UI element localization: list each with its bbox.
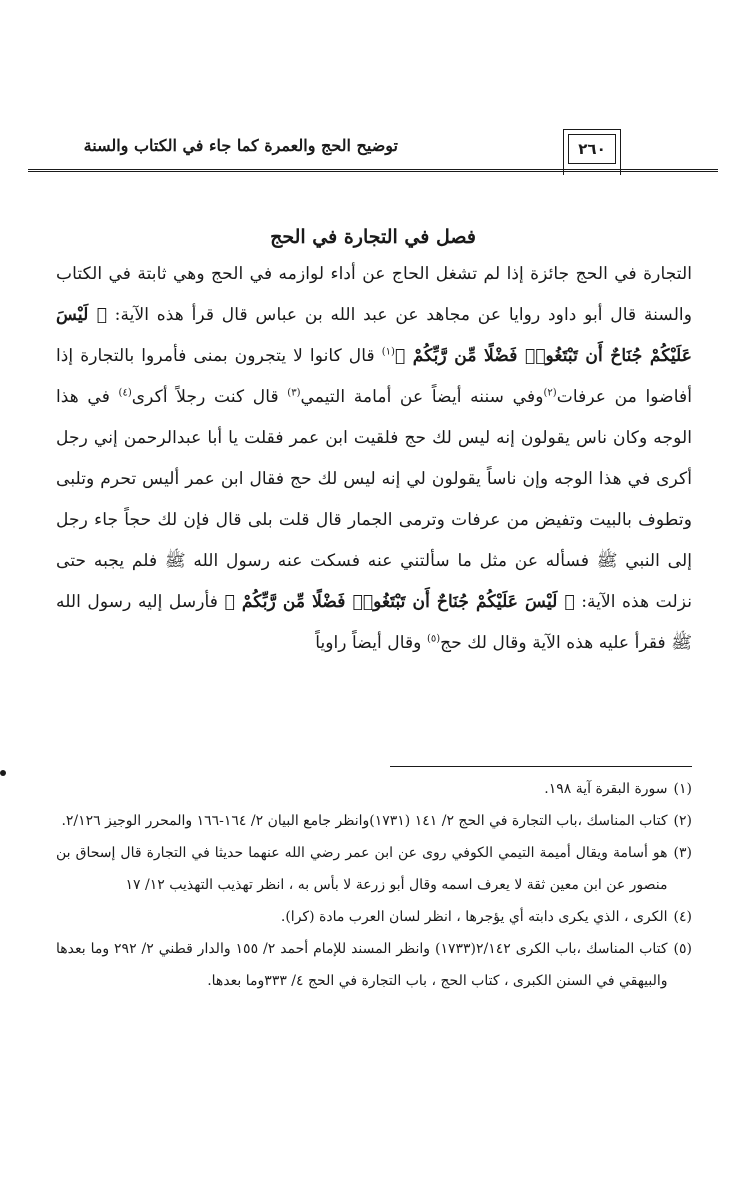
- header-rule: [28, 169, 718, 172]
- footnote: [56, 837, 692, 901]
- quran-verse: ﴿ لَيْسَ عَلَيْكُمْ جُنَاحٌ أَن تَبْتَغُوا۟ فَضْلًا مِّن رَّبِّكُمْ ﴾: [224, 592, 575, 612]
- footnote-text: كتاب المناسك ،باب الكرى ٢/١٤٢(١٧٣٣) وانظر المسند للإمام أحمد ٢/ ١٥٥ والدار قطني ٢/ ٢٩٢ وما بعدها والبيهقي في السنن الكبرى ، كتاب الحج ، باب التجارة في الحج ٤/ ٣٣٣وما بعدها.: [56, 941, 668, 989]
- footnote-text: كتاب المناسك ،باب التجارة في الحج ٢/ ١٤١ (١٧٣١)وانظر جامع البيان ٢/ ١٦٤-١٦٦ والمحرر الوجيز ٢/١٢٦.: [61, 813, 668, 829]
- body-text: [56, 254, 692, 664]
- footnote: [56, 933, 692, 997]
- footnote-rule: [390, 766, 692, 767]
- footnote: [56, 901, 692, 933]
- footnote-text: الكرى ، الذي يكرى دابته أي يؤجرها ، انظر لسان العرب مادة (كرا).: [280, 909, 668, 925]
- body-text-run: فأرسل إليه رسول الله ﷺ فقرأ عليه هذه الآية وقال لك حج: [56, 592, 692, 653]
- running-header: [28, 128, 718, 178]
- footnote-ref: (١): [381, 346, 395, 358]
- footnote-ref: (٤): [118, 387, 132, 399]
- body-paragraph: [56, 254, 692, 664]
- footnote-number: (٥): [673, 941, 692, 957]
- footnote-ref: (٣): [287, 387, 301, 399]
- footnote: [56, 805, 692, 837]
- body-text-run: وفي سننه أيضاً عن أمامة التيمي: [300, 387, 544, 407]
- body-text-run: التجارة في الحج جائزة إذا لم تشغل الحاج عن أداء لوازمه في الحج وهي ثابتة في الكتاب والسنة قال أبو داود روايا عن مجاهد عن عبد الله بن عباس قال قرأ هذه الآية:: [56, 264, 693, 325]
- footnote: [56, 773, 692, 805]
- footnote-number: (٤): [673, 909, 692, 925]
- page-number: ٢٦٠: [568, 134, 616, 164]
- margin-mark: [0, 770, 6, 776]
- footnote-number: (٣): [673, 845, 692, 861]
- footnote-number: (١): [673, 781, 692, 797]
- section-title: فصل في التجارة في الحج: [270, 226, 476, 248]
- footnote-number: (٢): [673, 813, 692, 829]
- book-title: توضيح الحج والعمرة كما جاء في الكتاب والسنة: [83, 136, 398, 155]
- body-text-run: وقال أيضاً راوياً: [315, 633, 427, 653]
- footnote-text: سورة البقرة آية ١٩٨.: [544, 781, 668, 797]
- body-text-run: قال كنت رجلاً أكرى: [131, 387, 288, 407]
- quran-verse: ﴿ لَيْسَ عَلَيْكُمْ جُنَاحٌ أَن تَبْتَغُوا۟ فَضْلًا مِّن رَّبِّكُمْ ﴾: [56, 305, 692, 366]
- footnote-ref: (٥): [426, 633, 441, 645]
- footnote-ref: (٢): [543, 387, 557, 399]
- footnote-text: هو أسامة ويقال أميمة التيمي الكوفي روى عن ابن عمر رضي الله عنهما حديثا في التجارة قال إسحاق بن منصور عن ابن معين ثقة لا يعرف اسمه وقال أبو زرعة لا بأس به ، انظر تهذيب التهذيب ١٢/ ١٧: [56, 845, 668, 893]
- footnotes: [56, 773, 692, 997]
- body-text-run: في هذا الوجه وكان ناس يقولون إنه ليس لك حج فلقيت ابن عمر فقلت يا أبا عبدالرحمن إني رجل أكرى في هذا الوجه وإن ناساً يقولون لي إنه ليس لك حج فقال ابن عمر أليس تحرم وتلبى وتطوف بالبيت وتفيض من عرفات وترمى الجمار قال قلت بلى قال فإن لك حجاً جاء رجل إلى النبي ﷺ فسأله عن مثل ما سألتني عنه فسكت عنه رسول الله ﷺ فلم يجبه حتى نزلت هذه الآية:: [56, 387, 692, 612]
- body-text-run: قال كانوا لا يتجرون بمنى فأمروا بالتجارة إذا أفاضوا من عرفات: [56, 346, 692, 407]
